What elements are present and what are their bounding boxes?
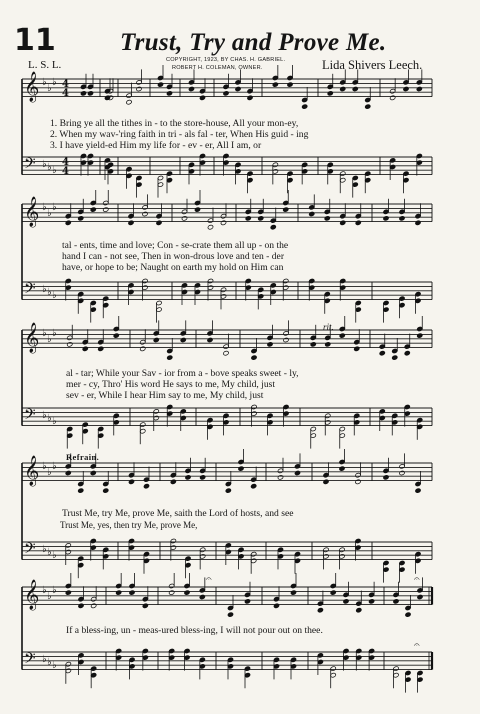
key-flat-s4-b-1: ♭ <box>42 544 47 555</box>
note-s5-m6-t-2-1 <box>330 590 336 595</box>
key-flat-s2-b-3: ♭ <box>52 290 57 301</box>
bass-clef-s3: 𝄢 <box>24 406 36 427</box>
lyric-s2-v1: tal - ents, time and love; Con - se-crate them all up - on the <box>62 240 289 251</box>
note-s1-m8-t-2-1 <box>340 86 346 91</box>
composer-credit: Lida Shivers Leech. <box>322 58 423 72</box>
note-s3-m4-t-3-1 <box>283 337 289 342</box>
note-s3-m1-t-4-1 <box>113 333 119 338</box>
lyric-s3-v1: al - tar; While your Sav - ior from a - bove speaks sweet - ly, <box>66 368 299 379</box>
note-s2-m6-t-2-1 <box>399 216 405 221</box>
note-s5-m3-t-3-1 <box>199 594 205 599</box>
time-sig-top-b: 4 <box>62 157 69 168</box>
key-flat-s5-t-2: ♭ <box>47 591 52 602</box>
note-s3-m2-t-2-1 <box>153 337 159 342</box>
note-s4-m1-t-4-1 <box>103 488 109 493</box>
note-s2-m2-t-1-1 <box>128 220 134 225</box>
note-s2-m3-t-1-1 <box>181 216 187 221</box>
lyric-refrain-echo: Trust Me, yes, then try Me, prove Me, <box>60 520 198 530</box>
key-flat-s5-t-1: ♭ <box>42 585 47 596</box>
note-s3-m3-t-1-1 <box>207 337 213 342</box>
lyricist-initials: L. S. L. <box>28 59 62 71</box>
key-flat-s4-b-2: ♭ <box>47 547 52 558</box>
note-s5-m7-t-1-1 <box>393 599 399 604</box>
note-s3-m6-t-1-1 <box>379 351 385 356</box>
key-flat-s1-t-3: ♭ <box>52 77 57 88</box>
lyric-s1-v3: 3. I have yield-ed Him my life for - ev - er, All I am, or <box>50 140 262 151</box>
note-s5-m5-t-2-1 <box>290 590 296 595</box>
bass-clef-s5: 𝄢 <box>24 650 36 671</box>
key-flat-s3-t-2: ♭ <box>47 334 52 345</box>
note-s1-m1-t-2-1 <box>87 91 93 96</box>
note-s5-m7-t-3-1 <box>417 594 423 599</box>
note-s3-m4-t-1-1 <box>251 355 257 360</box>
note-s2-m1-t-2-1 <box>78 216 84 221</box>
key-flat-s4-t-3: ♭ <box>52 461 57 472</box>
note-s2-m3-t-4-1 <box>220 220 226 225</box>
note-s1-m4-t-1-1 <box>157 82 163 87</box>
treble-clef-s2: 𝄞 <box>24 197 40 227</box>
copyright-line-1: COPYRIGHT, 1923, BY CHAS. H. GABRIEL. <box>166 57 286 63</box>
note-s2-m4-t-3-1 <box>270 225 276 230</box>
lyric-s5: If a bless-ing, un - meas-ured bless-ing, I will not pour out on thee. <box>66 625 323 636</box>
note-s3-m6-t-4-1 <box>417 333 423 338</box>
key-flat-s3-b-2: ♭ <box>47 413 52 424</box>
key-flat-s4-t-2: ♭ <box>47 467 52 478</box>
bass-clef-s2: 𝄢 <box>24 280 36 301</box>
note-s1-m6-t-1-1 <box>223 91 229 96</box>
note-s1-m8-t-1-1 <box>327 91 333 96</box>
note-s5-m4-t-1-1 <box>227 612 233 617</box>
key-flat-s1-t-1: ♭ <box>42 77 47 88</box>
note-s4-m6-t-3-1 <box>355 479 361 484</box>
fermata-3: 𝄐 <box>414 640 420 651</box>
note-s3-m6-t-3-1 <box>404 351 410 356</box>
lyric-s1-v2: 2. When my wav-'ring faith in tri - als fal - ter, When His guid - ing <box>50 129 309 140</box>
key-flat-s3-b-3: ♭ <box>52 416 57 427</box>
treble-clef-s5: 𝄞 <box>24 580 40 610</box>
note-s4-m1-t-2-1 <box>78 488 84 493</box>
note-s3-m5-t-2-1 <box>325 342 331 347</box>
note-s2-m6-t-1-1 <box>383 216 389 221</box>
time-sig-bottom-b: 4 <box>62 166 69 177</box>
note-s1-m8-t-3-1 <box>352 86 358 91</box>
note-s4-m5-t-1-1 <box>277 475 283 480</box>
note-s5-m6-t-3-1 <box>343 599 349 604</box>
lyric-s2-v3: have, or hope to be; Naught on earth my hold on Him can <box>62 262 284 273</box>
note-s4-m6-t-2-1 <box>339 466 345 471</box>
note-s5-m1-t-1-1 <box>65 590 71 595</box>
note-s2-m2-t-2-1 <box>142 211 148 216</box>
note-s2-m1-t-4-1 <box>103 207 109 212</box>
ritardando-mark: rit. <box>323 322 334 332</box>
note-s3-m4-t-2-1 <box>267 342 273 347</box>
note-s1-m3-t-1-1 <box>126 100 132 105</box>
refrain-label: Refrain. <box>66 452 100 462</box>
note-s2-m4-t-1-1 <box>245 216 251 221</box>
note-s5-m2-t-1-1 <box>116 590 122 595</box>
note-s3-m3-t-2-1 <box>223 351 229 356</box>
lyric-s2-v2: hand I can - not see, Then in won-drous love and ten - der <box>62 251 285 262</box>
note-s4-m1-t-1-1 <box>65 470 71 475</box>
lyric-s1-v1: 1. Bring ye all the tithes in - to the store-house, All your mon-ey, <box>50 118 299 129</box>
note-s3-m5-t-1-1 <box>310 342 316 347</box>
note-s5-m3-t-2-1 <box>184 590 190 595</box>
key-flat-s2-b-1: ♭ <box>42 284 47 295</box>
note-s5-m7-t-2-1 <box>405 612 411 617</box>
treble-clef-s4: 𝄞 <box>24 456 40 486</box>
note-s4-m1-t-3-1 <box>90 470 96 475</box>
note-s2-m6-t-3-1 <box>415 220 421 225</box>
note-s2-m5-t-3-1 <box>340 220 346 225</box>
fermata-1: 𝄐 <box>206 574 212 585</box>
note-s4-m4-t-2-1 <box>238 466 244 471</box>
key-flat-s3-t-3: ♭ <box>52 328 57 339</box>
note-s4-m4-t-3-1 <box>251 484 257 489</box>
note-s5-m6-t-5-1 <box>369 599 375 604</box>
note-s1-m6-t-2-1 <box>235 86 241 91</box>
key-flat-s2-b-2: ♭ <box>47 287 52 298</box>
note-s4-m3-t-2-1 <box>185 475 191 480</box>
key-flat-s1-b-3: ♭ <box>52 165 57 176</box>
note-s1-m4-t-2-1 <box>166 91 172 96</box>
note-s5-m6-t-1-1 <box>317 608 323 613</box>
note-s3-m2-t-4-1 <box>180 337 186 342</box>
note-s4-m2-t-2-1 <box>143 484 149 489</box>
key-flat-s5-b-3: ♭ <box>52 660 57 671</box>
note-s1-m5-t-2-1 <box>199 95 205 100</box>
note-s4-m6-t-1-1 <box>323 479 329 484</box>
note-s1-m9-t-1-1 <box>390 95 396 100</box>
key-flat-s1-t-2: ♭ <box>47 83 52 94</box>
note-s1-m6-t-3-1 <box>247 95 253 100</box>
bass-clef-s1: 𝄢 <box>24 155 36 176</box>
key-flat-s2-t-3: ♭ <box>52 202 57 213</box>
note-s4-m2-t-1-1 <box>128 479 134 484</box>
note-s2-m5-t-1-1 <box>309 211 315 216</box>
note-s5-m4-t-2-1 <box>244 599 250 604</box>
note-s3-m2-t-3-1 <box>167 355 173 360</box>
note-s1-m7-t-2-1 <box>287 82 293 87</box>
note-s1-m1-t-1-1 <box>80 91 86 96</box>
note-s2-m3-t-3-1 <box>207 225 213 230</box>
note-s1-m9-t-2-1 <box>403 86 409 91</box>
note-s4-m7-t-3-1 <box>415 488 421 493</box>
note-s3-m1-t-3-1 <box>98 346 104 351</box>
lyric-s3-v2: mer - cy, Thro' His word He says to me, My child, just <box>66 379 276 390</box>
note-s5-m2-t-3-1 <box>142 603 148 608</box>
note-s2-m2-t-3-1 <box>156 220 162 225</box>
fermata-2: 𝄐 <box>414 574 420 585</box>
lyric-s3-v3: sev - er, While I hear Him say to me, My child, just <box>66 390 264 401</box>
note-s2-m4-t-2-1 <box>258 216 264 221</box>
note-s2-m1-t-1-1 <box>65 220 71 225</box>
copyright-line-2: ROBERT H. COLEMAN, OWNER. <box>172 65 263 71</box>
bass-clef-s4: 𝄢 <box>24 540 36 561</box>
hymn-number: 11 <box>14 23 56 58</box>
treble-clef-s1: 𝄞 <box>24 72 40 102</box>
key-flat-s2-t-1: ♭ <box>42 202 47 213</box>
note-s3-m5-t-4-1 <box>354 346 360 351</box>
key-flat-s5-t-3: ♭ <box>52 585 57 596</box>
key-flat-s3-t-1: ♭ <box>42 328 47 339</box>
key-flat-s5-b-1: ♭ <box>42 654 47 665</box>
key-flat-s1-b-1: ♭ <box>42 159 47 170</box>
time-sig-bottom-t: 4 <box>62 88 69 99</box>
note-s1-m5-t-1-1 <box>188 86 194 91</box>
key-flat-s3-b-1: ♭ <box>42 410 47 421</box>
note-s3-m6-t-2-1 <box>392 355 398 360</box>
note-s2-m3-t-2-1 <box>194 207 200 212</box>
note-s4-m7-t-2-1 <box>399 470 405 475</box>
note-s5-m1-t-3-1 <box>91 603 97 608</box>
key-flat-s4-t-1: ♭ <box>42 461 47 472</box>
note-s1-m8-t-4-1 <box>365 104 371 109</box>
note-s5-m5-t-1-1 <box>273 603 279 608</box>
note-s3-m1-t-1-1 <box>67 342 73 347</box>
note-s1-m7-t-3-1 <box>302 104 308 109</box>
key-flat-s4-b-3: ♭ <box>52 550 57 561</box>
note-s5-m1-t-2-1 <box>78 603 84 608</box>
note-s2-m4-t-4-1 <box>283 207 289 212</box>
note-s2-m5-t-4-1 <box>355 220 361 225</box>
note-s3-m2-t-1-1 <box>140 346 146 351</box>
note-s4-m3-t-1-1 <box>170 479 176 484</box>
note-s1-m7-t-1-1 <box>272 82 278 87</box>
key-flat-s2-t-2: ♭ <box>47 208 52 219</box>
note-s1-m3-t-2-1 <box>136 86 142 91</box>
lyric-refrain-main: Trust Me, try Me, prove Me, saith the Lord of hosts, and see <box>62 508 294 519</box>
note-s3-m5-t-3-1 <box>339 333 345 338</box>
key-flat-s1-b-2: ♭ <box>47 162 52 173</box>
note-s2-m1-t-3-1 <box>90 207 96 212</box>
key-flat-s5-b-2: ♭ <box>47 657 52 668</box>
note-s4-m4-t-1-1 <box>225 488 231 493</box>
note-s5-m3-t-1-1 <box>169 590 175 595</box>
hymn-title: Trust, Try and Prove Me. <box>120 29 387 56</box>
note-s3-m1-t-2-1 <box>82 346 88 351</box>
note-s4-m3-t-3-1 <box>200 475 206 480</box>
note-s5-m6-t-4-1 <box>356 608 362 613</box>
note-s4-m5-t-2-1 <box>294 470 300 475</box>
note-s1-m9-t-3-1 <box>416 86 422 91</box>
treble-clef-s3: 𝄞 <box>24 323 40 353</box>
note-s2-m5-t-2-1 <box>324 216 330 221</box>
note-s4-m7-t-1-1 <box>383 475 389 480</box>
note-s5-m2-t-2-1 <box>129 590 135 595</box>
time-sig-top-t: 4 <box>62 79 69 90</box>
